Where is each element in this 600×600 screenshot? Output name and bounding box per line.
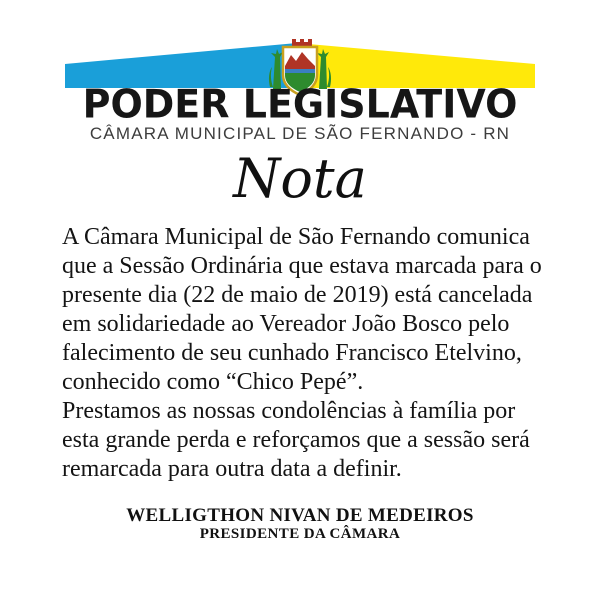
note-body-line: remarcada para outra data a definir. [62,456,402,482]
note-body-line: presente dia (22 de maio de 2019) está cancelada [62,282,533,308]
note-body-line: esta grande perda e reforçamos que a sessão será [62,427,530,453]
note-heading: Nota [233,147,367,210]
note-body-line: falecimento de seu cunhado Francisco Etelvino, [62,340,522,366]
page-title: PODER LEGISLATIVO [82,81,518,127]
note-body [62,223,544,484]
signature-role: PRESIDENTE DA CÂMARA [199,526,401,542]
note-body-line: em solidariedade ao Vereador João Bosco pelo [62,311,510,337]
page-subtitle: CÂMARA MUNICIPAL DE SÃO FERNANDO - RN [89,124,511,143]
note-body-line: Prestamos as nossas condolências à família por [62,398,516,424]
note-body-line: que a Sessão Ordinária que estava marcada para o [62,253,542,279]
signature-name: WELLIGTHON NIVAN DE MEDEIROS [126,505,474,526]
note-body-line: A Câmara Municipal de São Fernando comunica [62,224,530,250]
note-body-line: conhecido como “Chico Pepé”. [62,369,364,395]
